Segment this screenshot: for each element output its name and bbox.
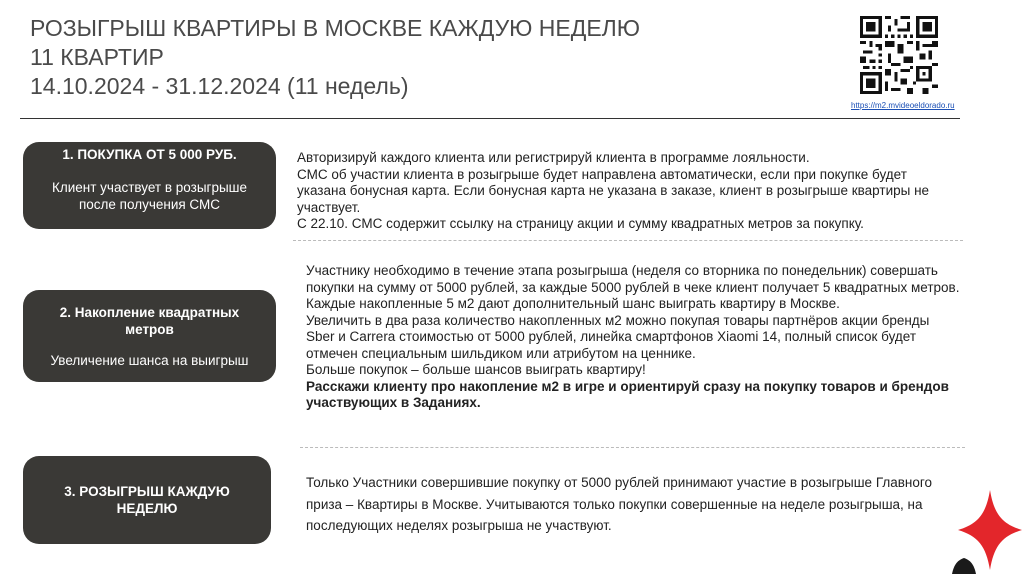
step-2-subtitle: Увеличение шанса на выигрыш [50, 352, 249, 368]
step-1-line: С 22.10. СМС содержит ссылку на страницу акции и сумму квадратных метров за покупку. [297, 216, 864, 231]
step-1-pill [23, 142, 276, 229]
step-1-description [297, 150, 957, 233]
header-divider [20, 118, 960, 119]
step-1-line: Авторизируй каждого клиента или регистрируй клиента в программе лояльности. [297, 150, 810, 165]
step-2-emphasis: Расскажи клиенту про накопление м2 в игре и ориентируй сразу на покупку товаров и брендов участвующих в Заданиях. [306, 378, 949, 410]
title-line-3: 14.10.2024 - 31.12.2024 (11 недель) [30, 73, 409, 99]
brand-logo-icon [948, 488, 1024, 574]
qr-link[interactable]: https://m2.mvideoeldorado.ru [851, 101, 955, 110]
step-3-heading: 3. РОЗЫГРЫШ КАЖДУЮ НЕДЕЛЮ [64, 484, 230, 516]
step-2-line: Участнику необходимо в течение этапа розыгрыша (неделя со вторника по понедельник) совершать покупки на сумму от 5000 рублей, за каждые 5000 рублей в чеке клиент получает 5 квадратных метров. Каждые накопленные 5 м2 дают дополнительный шанс выиграть квартиру в Москве. [306, 263, 960, 311]
step-2-line: Увеличить в два раза количество накопленных м2 можно покупая товары партнёров акции бренды Sber и Carrera стоимостью от 5000 рублей, линейка смартфонов Xiaomi 14, полный список будет отмечен специальным шильдиком или атрибутом на ценнике. [306, 312, 930, 361]
qr-code-icon[interactable] [860, 16, 938, 94]
title-line-2: 11 КВАРТИР [30, 44, 164, 70]
step-2-description [306, 263, 961, 412]
step-2-pill [23, 290, 276, 382]
step-2-heading: 2. Накопление квадратных метров [59, 304, 240, 337]
step-1-line: СМС об участии клиента в розыгрыше будет направлена автоматически, если при покупке будет указана бонусная карта. Если бонусная карта не указана в заказе, клиент в розыгрыше квартиры не участвует. [297, 166, 930, 215]
step-2-divider [300, 447, 965, 448]
step-3-pill [23, 456, 271, 544]
step-1-subtitle: Клиент участвует в розыгрыше после получения СМС [51, 180, 248, 212]
step-2-line: Больше покупок – больше шансов выиграть квартиру! [306, 362, 646, 377]
step-1-heading: 1. ПОКУПКА ОТ 5 000 РУБ. [62, 147, 237, 162]
page-title [30, 14, 640, 101]
step-3-line: Только Участники совершившие покупку от 5000 рублей принимают участие в розыгрыше Главного приза – Квартиры в Москве. Учитываются только покупки совершенные на неделе розыгрыша, на последующих неделях розыгрыша не участвуют. [306, 475, 933, 533]
title-line-1: РОЗЫГРЫШ КВАРТИРЫ В МОСКВЕ КАЖДУЮ НЕДЕЛЮ [30, 15, 641, 41]
step-1-divider [293, 240, 963, 241]
step-3-description [306, 472, 946, 537]
